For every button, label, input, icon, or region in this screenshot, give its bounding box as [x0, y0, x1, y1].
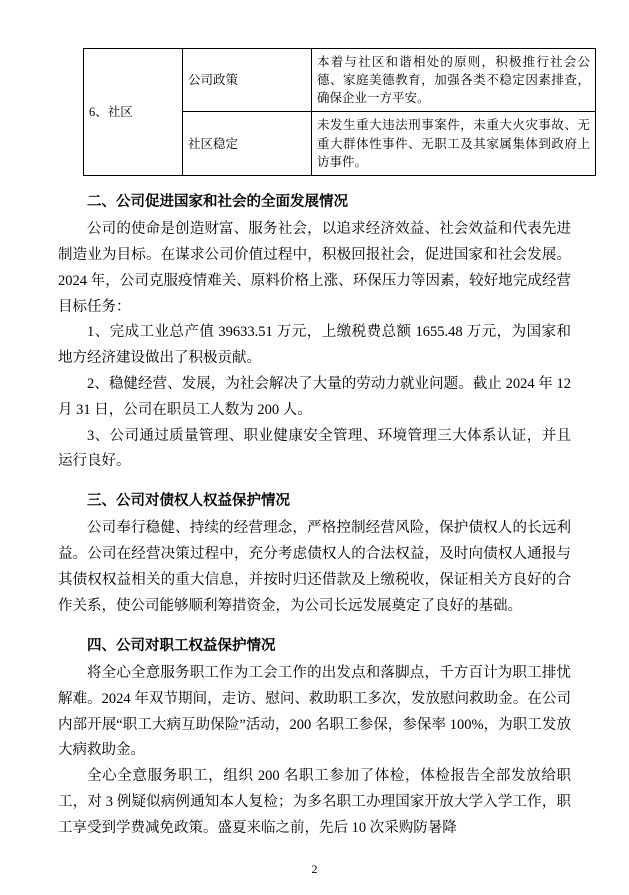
- table-cell-item: 社区稳定: [183, 112, 312, 175]
- section-heading-four: 四、公司对职工权益保护情况: [87, 637, 276, 654]
- table-body: [84, 49, 596, 176]
- social-responsibility-table: [83, 48, 596, 176]
- page-number: 2: [311, 862, 318, 876]
- section-heading-two: 二、公司促进国家和社会的全面发展情况: [87, 193, 348, 210]
- section-three-paragraph-1: 公司奉行稳健、持续的经营理念，严格控制经营风险，保护债权人的长远利益。公司在经营决策过程中，充分考虑债权人的合法权益，及时向债权人通报与其债权权益相关的重大信息，并按时归还借款及上缴税收，保证相关方良好的合作关系，使公司能够顺利筹措资金，为公司长远发展奠定了良好的基础。: [58, 520, 571, 614]
- table-row-label: 6、社区: [84, 49, 183, 176]
- table-row: [84, 49, 596, 112]
- table-cell-description: 本着与社区和谐相处的原则，积极推行社会公德、家庭美德教育，加强各类不稳定因素排查，确保企业一方平安。: [312, 49, 596, 112]
- section-four-paragraph-1: 将全心全意服务职工作为工会工作的出发点和落脚点，千方百计为职工排忧解难。2024 年双节期间，走访、慰问、救助职工多次，发放慰问救助金。在公司内部开展“职工大病互助保险”活动，200 名职工参保，参保率 100%，为职工发放大病救助金。: [58, 665, 571, 759]
- section-two-paragraph-4: 3、公司通过质量管理、职业健康安全管理、环境管理三大体系认证，并且运行良好。: [58, 427, 571, 470]
- section-two-paragraph-3: 2、稳健经营、发展，为社会解决了大量的劳动力就业问题。截止 2024 年 12 月 31 日，公司在职员工人数为 200 人。: [58, 375, 571, 418]
- section-two-paragraph-2: 1、完成工业总产值 39633.51 万元，上缴税费总额 1655.48 万元，为国家和地方经济建设做出了积极贡献。: [58, 324, 571, 367]
- table-cell-item: 公司政策: [183, 49, 312, 112]
- table-cell-description: 未发生重大违法刑事案件，未重大火灾事故、无重大群体性事件、无职工及其家属集体到政府上访事件。: [312, 112, 596, 175]
- section-heading-three: 三、公司对债权人权益保护情况: [87, 493, 290, 510]
- section-four-paragraph-2: 全心全意服务职工，组织 200 名职工参加了体检，体检报告全部发放给职工，对 3 例疑似病例通知本人复检；为多名职工办理国家开放大学入学工作，职工享受到学费减免政策。盛夏来临之前，先后 10 次采购防暑降: [58, 768, 571, 836]
- section-two-paragraph-1: 公司的使命是创造财富、服务社会，以追求经济效益、社会效益和代表先进制造业为目标。在谋求公司价值过程中，积极回报社会，促进国家和社会发展。2024 年，公司克服疫情难关、原料价格上涨、环保压力等因素，较好地完成经营目标任务：: [58, 221, 571, 315]
